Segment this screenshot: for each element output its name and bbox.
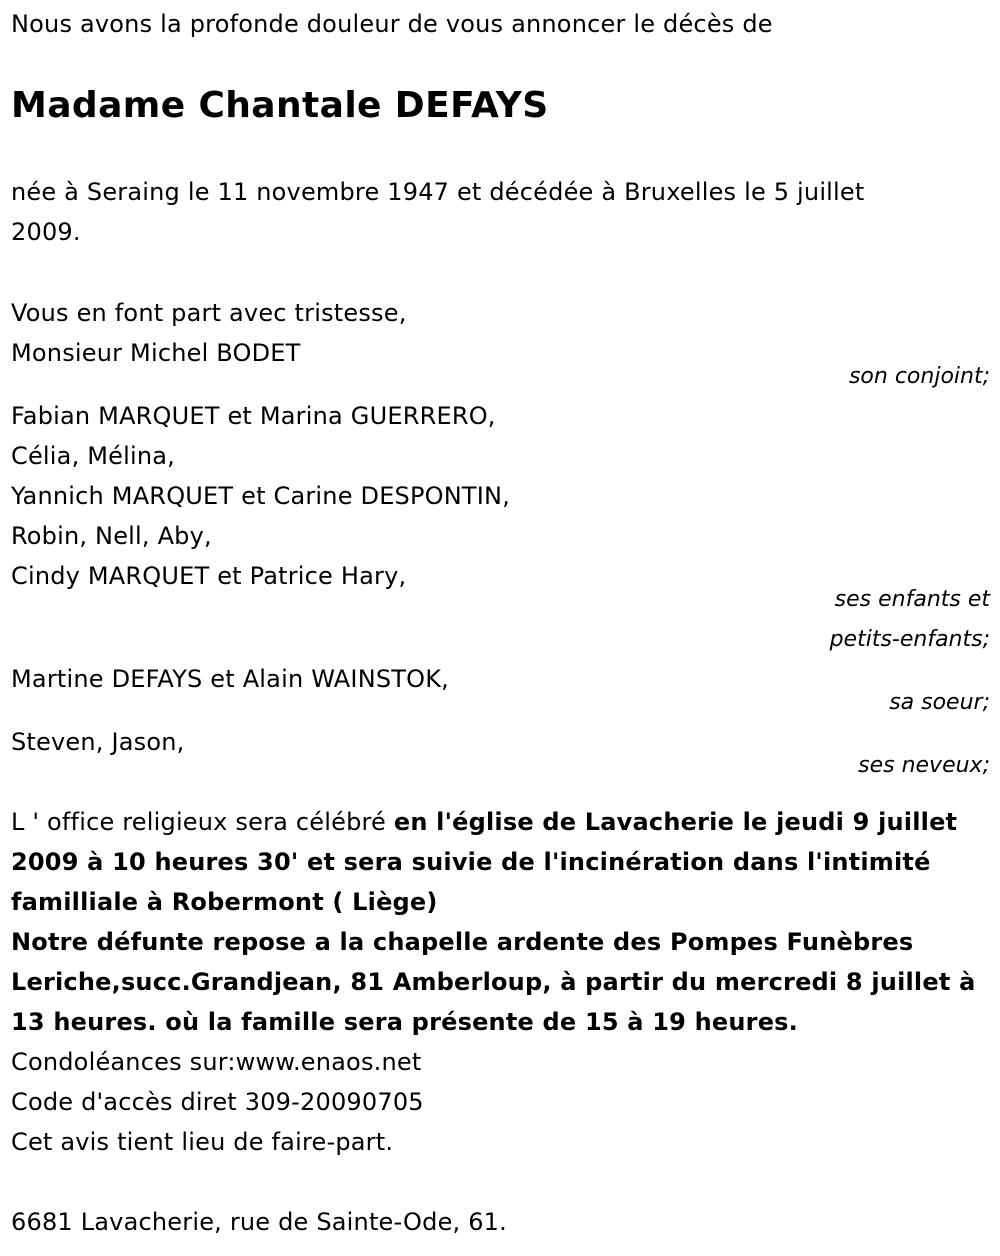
child-line-2: Célia, Mélina, bbox=[11, 442, 175, 470]
sister-name: Martine DEFAYS et Alain WAINSTOK, bbox=[11, 665, 450, 693]
address-text: 6681 Lavacherie, rue de Sainte-Ode, 61. bbox=[11, 1208, 507, 1236]
child-line-3: Yannich MARQUET et Carine DESPONTIN, bbox=[11, 482, 511, 510]
child-line-4: Robin, Nell, Aby, bbox=[11, 522, 212, 550]
service-line-5: Leriche,succ.Grandjean, 81 Amberloup, à partir du mercredi 8 juillet à bbox=[11, 968, 976, 996]
access-code-text: Code d'accès diret 309-20090705 bbox=[11, 1088, 424, 1116]
child-line-1: Fabian MARQUET et Marina GUERRERO, bbox=[11, 402, 496, 430]
spouse-role: son conjoint; bbox=[848, 364, 990, 389]
sister-role: sa soeur; bbox=[889, 690, 990, 715]
child-line-5: Cindy MARQUET et Patrice Hary, bbox=[11, 562, 407, 590]
service-line-1-bold: en l'église de Lavacherie le jeudi 9 juillet bbox=[393, 808, 958, 836]
service-line-1 bbox=[11, 802, 957, 842]
service-line-4: Notre défunte repose a la chapelle ardente des Pompes Funèbres bbox=[11, 928, 914, 956]
birth-death-line-1: née à Seraing le 11 novembre 1947 et décédée à Bruxelles le 5 juillet bbox=[11, 178, 865, 206]
notice-text: Cet avis tient lieu de faire-part. bbox=[11, 1128, 394, 1156]
service-line-2: 2009 à 10 heures 30' et sera suivie de l'incinération dans l'intimité bbox=[11, 848, 931, 876]
children-role-2: petits-enfants; bbox=[829, 627, 990, 652]
nephews-names: Steven, Jason, bbox=[11, 728, 185, 756]
service-line-3: familliale à Robermont ( Liège) bbox=[11, 888, 438, 916]
children-role-1: ses enfants et bbox=[834, 587, 990, 612]
service-line-1-normal: L ' office religieux sera célébré bbox=[11, 808, 394, 836]
announce-text: Vous en font part avec tristesse, bbox=[11, 299, 407, 327]
spouse-name: Monsieur Michel BODET bbox=[11, 339, 301, 367]
intro-text: Nous avons la profonde douleur de vous annoncer le décès de bbox=[11, 10, 773, 38]
deceased-name: Madame Chantale DEFAYS bbox=[11, 85, 549, 126]
condolences-text: Condoléances sur:www.enaos.net bbox=[11, 1048, 422, 1076]
birth-death-line-2: 2009. bbox=[11, 218, 81, 246]
service-line-6: 13 heures. où la famille sera présente de 15 à 19 heures. bbox=[11, 1008, 798, 1036]
nephews-role: ses neveux; bbox=[858, 753, 990, 778]
